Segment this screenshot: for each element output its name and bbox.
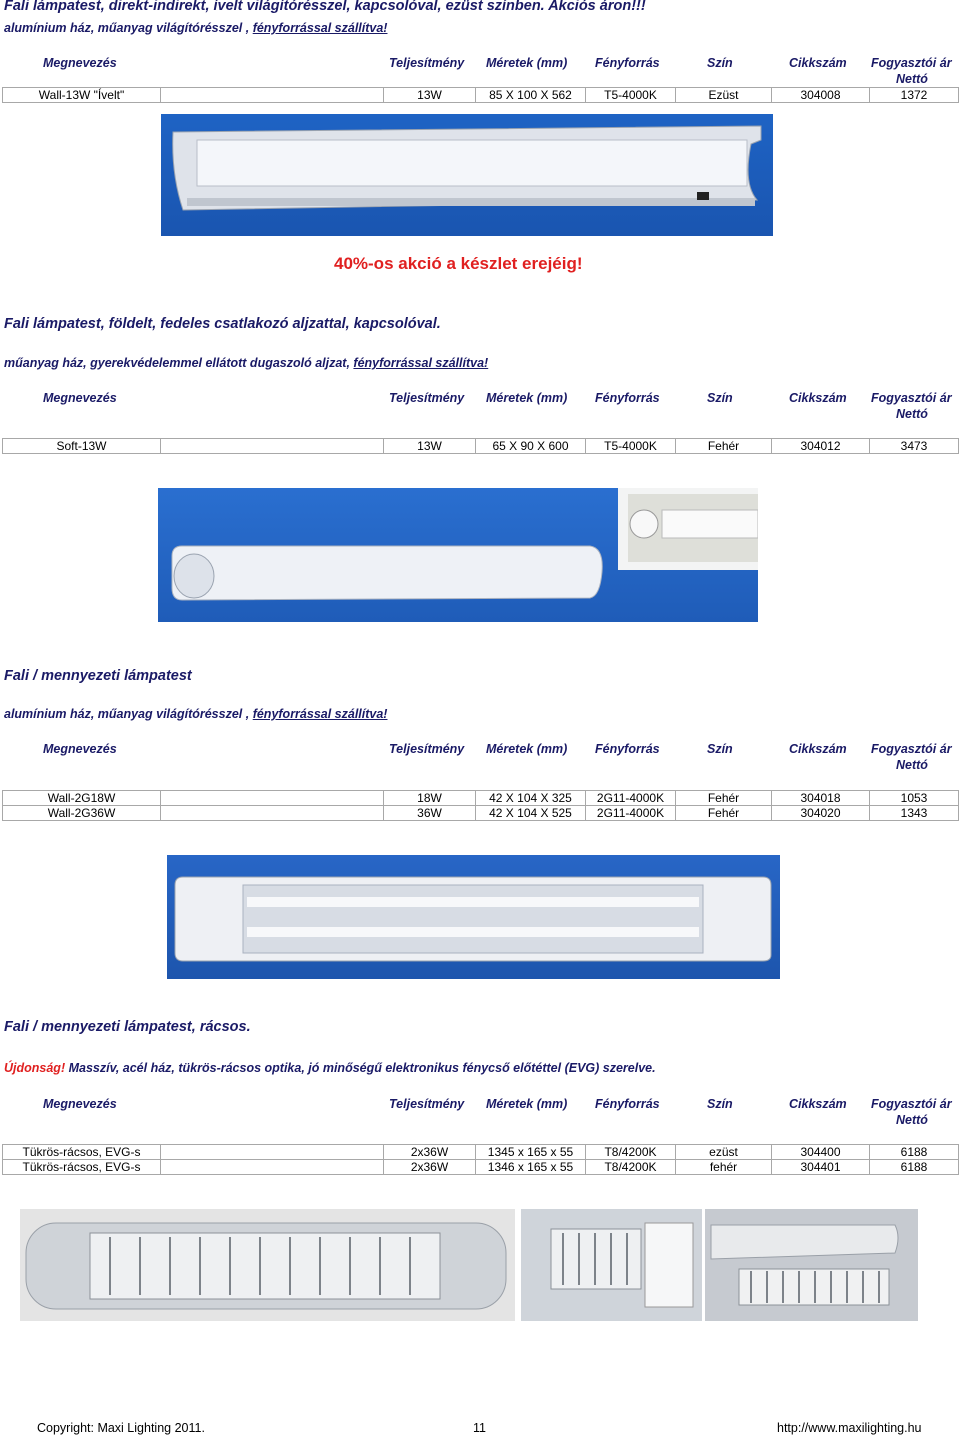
cell-power: 36W <box>384 806 476 821</box>
section3-table-header <box>0 742 960 776</box>
lamp-illustration <box>20 1209 515 1321</box>
section3-title: Fali / mennyezeti lámpatest <box>4 668 192 684</box>
lamp-illustration <box>158 488 758 622</box>
section1-table <box>2 87 959 103</box>
cell-color: Fehér <box>676 806 772 821</box>
promo-text: 40%-os akció a készlet erejéig! <box>334 254 583 273</box>
col-price-net-header: Nettó <box>896 72 928 86</box>
cell-spacer <box>161 806 384 821</box>
cell-size: 42 X 104 X 525 <box>476 806 586 821</box>
col-price-net-header: Nettó <box>896 407 928 421</box>
cell-power: 13W <box>384 439 476 454</box>
col-color-header: Szín <box>707 56 733 70</box>
col-source-header: Fényforrás <box>595 1097 660 1111</box>
cell-spacer <box>161 1160 384 1175</box>
cell-sku: 304401 <box>772 1160 870 1175</box>
cell-name: Soft-13W <box>3 439 161 454</box>
cell-sku: 304400 <box>772 1145 870 1160</box>
col-price-header: Fogyasztói ár <box>871 1097 952 1111</box>
footer-copyright: Copyright: Maxi Lighting 2011. <box>37 1421 205 1435</box>
cell-power: 18W <box>384 791 476 806</box>
product-photo-wall-2g <box>167 855 780 979</box>
col-price-header: Fogyasztói ár <box>871 56 952 70</box>
section2-subtitle-text: műanyag ház, gyerekvédelemmel ellátott dugaszoló aljzat, <box>4 356 354 370</box>
table-row <box>3 1145 959 1160</box>
section4-title: Fali / mennyezeti lámpatest, rácsos. <box>4 1019 251 1035</box>
table-row <box>3 806 959 821</box>
col-price-net-header: Nettó <box>896 1113 928 1127</box>
cell-color: Ezüst <box>676 88 772 103</box>
section1-subtitle <box>4 21 387 35</box>
col-color-header: Szín <box>707 742 733 756</box>
footer-page-number: 11 <box>473 1421 486 1435</box>
cell-size: 1346 x 165 x 55 <box>476 1160 586 1175</box>
col-color-header: Szín <box>707 391 733 405</box>
col-power-header: Teljesítmény <box>389 391 465 405</box>
cell-power: 2x36W <box>384 1145 476 1160</box>
section2-subtitle <box>4 356 488 370</box>
cell-size: 85 X 100 X 562 <box>476 88 586 103</box>
cell-price: 6188 <box>870 1145 959 1160</box>
section1-table-header <box>0 56 960 90</box>
cell-price: 1372 <box>870 88 959 103</box>
col-sku-header: Cikkszám <box>789 742 847 756</box>
cell-source: T8/4200K <box>586 1160 676 1175</box>
section3-table <box>2 790 959 821</box>
product-photo-wall-13w <box>161 114 773 236</box>
col-source-header: Fényforrás <box>595 742 660 756</box>
cell-color: ezüst <box>676 1145 772 1160</box>
section3-subtitle <box>4 707 387 721</box>
table-row <box>3 439 959 454</box>
cell-source: 2G11-4000K <box>586 806 676 821</box>
section1-subtitle-text: alumínium ház, műanyag világítórésszel , <box>4 21 253 35</box>
cell-spacer <box>161 439 384 454</box>
cell-sku: 304018 <box>772 791 870 806</box>
product-photo-grid-detail <box>521 1209 702 1321</box>
col-size-header: Méretek (mm) <box>486 1097 568 1111</box>
cell-price: 6188 <box>870 1160 959 1175</box>
col-name-header: Megnevezés <box>43 1097 117 1111</box>
col-sku-header: Cikkszám <box>789 56 847 70</box>
section1-subtitle-link[interactable]: fényforrással szállítva! <box>252 21 388 35</box>
lamp-illustration <box>167 855 780 979</box>
col-name-header: Megnevezés <box>43 742 117 756</box>
cell-power: 13W <box>384 88 476 103</box>
section2-table-header <box>0 391 960 425</box>
section2-subtitle-link[interactable]: fényforrással szállítva! <box>353 356 489 370</box>
cell-source: 2G11-4000K <box>586 791 676 806</box>
section4-subtitle <box>4 1061 656 1075</box>
section2-table <box>2 438 959 454</box>
product-photo-grid-lamp <box>20 1209 515 1321</box>
cell-spacer <box>161 1145 384 1160</box>
section4-table <box>2 1144 959 1175</box>
cell-price: 1343 <box>870 806 959 821</box>
cell-price: 3473 <box>870 439 959 454</box>
section4-table-header <box>0 1097 960 1131</box>
cell-color: Fehér <box>676 791 772 806</box>
lamp-detail-illustration <box>521 1209 702 1321</box>
cell-name: Tükrös-rácsos, EVG-s <box>3 1145 161 1160</box>
col-sku-header: Cikkszám <box>789 391 847 405</box>
cell-name: Tükrös-rácsos, EVG-s <box>3 1160 161 1175</box>
cell-power: 2x36W <box>384 1160 476 1175</box>
product-photo-grid-side <box>705 1209 918 1321</box>
col-power-header: Teljesítmény <box>389 56 465 70</box>
cell-sku: 304020 <box>772 806 870 821</box>
col-size-header: Méretek (mm) <box>486 56 568 70</box>
col-source-header: Fényforrás <box>595 391 660 405</box>
cell-name: Wall-13W "Ívelt" <box>3 88 161 103</box>
col-price-net-header: Nettó <box>896 758 928 772</box>
col-size-header: Méretek (mm) <box>486 742 568 756</box>
col-size-header: Méretek (mm) <box>486 391 568 405</box>
cell-name: Wall-2G36W <box>3 806 161 821</box>
cell-size: 42 X 104 X 325 <box>476 791 586 806</box>
cell-source: T5-4000K <box>586 439 676 454</box>
cell-source: T5-4000K <box>586 88 676 103</box>
new-badge: Újdonság! <box>4 1061 66 1075</box>
cell-sku: 304008 <box>772 88 870 103</box>
col-name-header: Megnevezés <box>43 391 117 405</box>
col-power-header: Teljesítmény <box>389 742 465 756</box>
col-name-header: Megnevezés <box>43 56 117 70</box>
lamp-illustration <box>161 114 773 236</box>
cell-sku: 304012 <box>772 439 870 454</box>
footer-url[interactable]: http://www.maxilighting.hu <box>777 1421 922 1435</box>
cell-color: Fehér <box>676 439 772 454</box>
cell-color: fehér <box>676 1160 772 1175</box>
section4-subtitle-text: Masszív, acél ház, tükrös-rácsos optika, jó minőségű elektronikus fénycső előtéttel (EVG) szerelve. <box>65 1061 656 1075</box>
section2-title: Fali lámpatest, földelt, fedeles csatlakozó aljzattal, kapcsolóval. <box>4 316 441 332</box>
section3-subtitle-link[interactable]: fényforrással szállítva! <box>252 707 388 721</box>
product-photo-soft-13w <box>158 488 758 622</box>
col-power-header: Teljesítmény <box>389 1097 465 1111</box>
lamp-side-illustration <box>705 1209 918 1321</box>
cell-price: 1053 <box>870 791 959 806</box>
cell-size: 65 X 90 X 600 <box>476 439 586 454</box>
cell-spacer <box>161 791 384 806</box>
col-price-header: Fogyasztói ár <box>871 391 952 405</box>
cell-spacer <box>161 88 384 103</box>
col-sku-header: Cikkszám <box>789 1097 847 1111</box>
table-row <box>3 88 959 103</box>
cell-name: Wall-2G18W <box>3 791 161 806</box>
section1-title: Fali lámpatest, direkt-indirekt, ívelt világítórésszel, kapcsolóval, ezüst színben. Akciós áron!!! <box>4 0 646 14</box>
table-row <box>3 791 959 806</box>
cell-size: 1345 x 165 x 55 <box>476 1145 586 1160</box>
col-source-header: Fényforrás <box>595 56 660 70</box>
col-price-header: Fogyasztói ár <box>871 742 952 756</box>
table-row <box>3 1160 959 1175</box>
section3-subtitle-text: alumínium ház, műanyag világítórésszel , <box>4 707 253 721</box>
col-color-header: Szín <box>707 1097 733 1111</box>
cell-source: T8/4200K <box>586 1145 676 1160</box>
